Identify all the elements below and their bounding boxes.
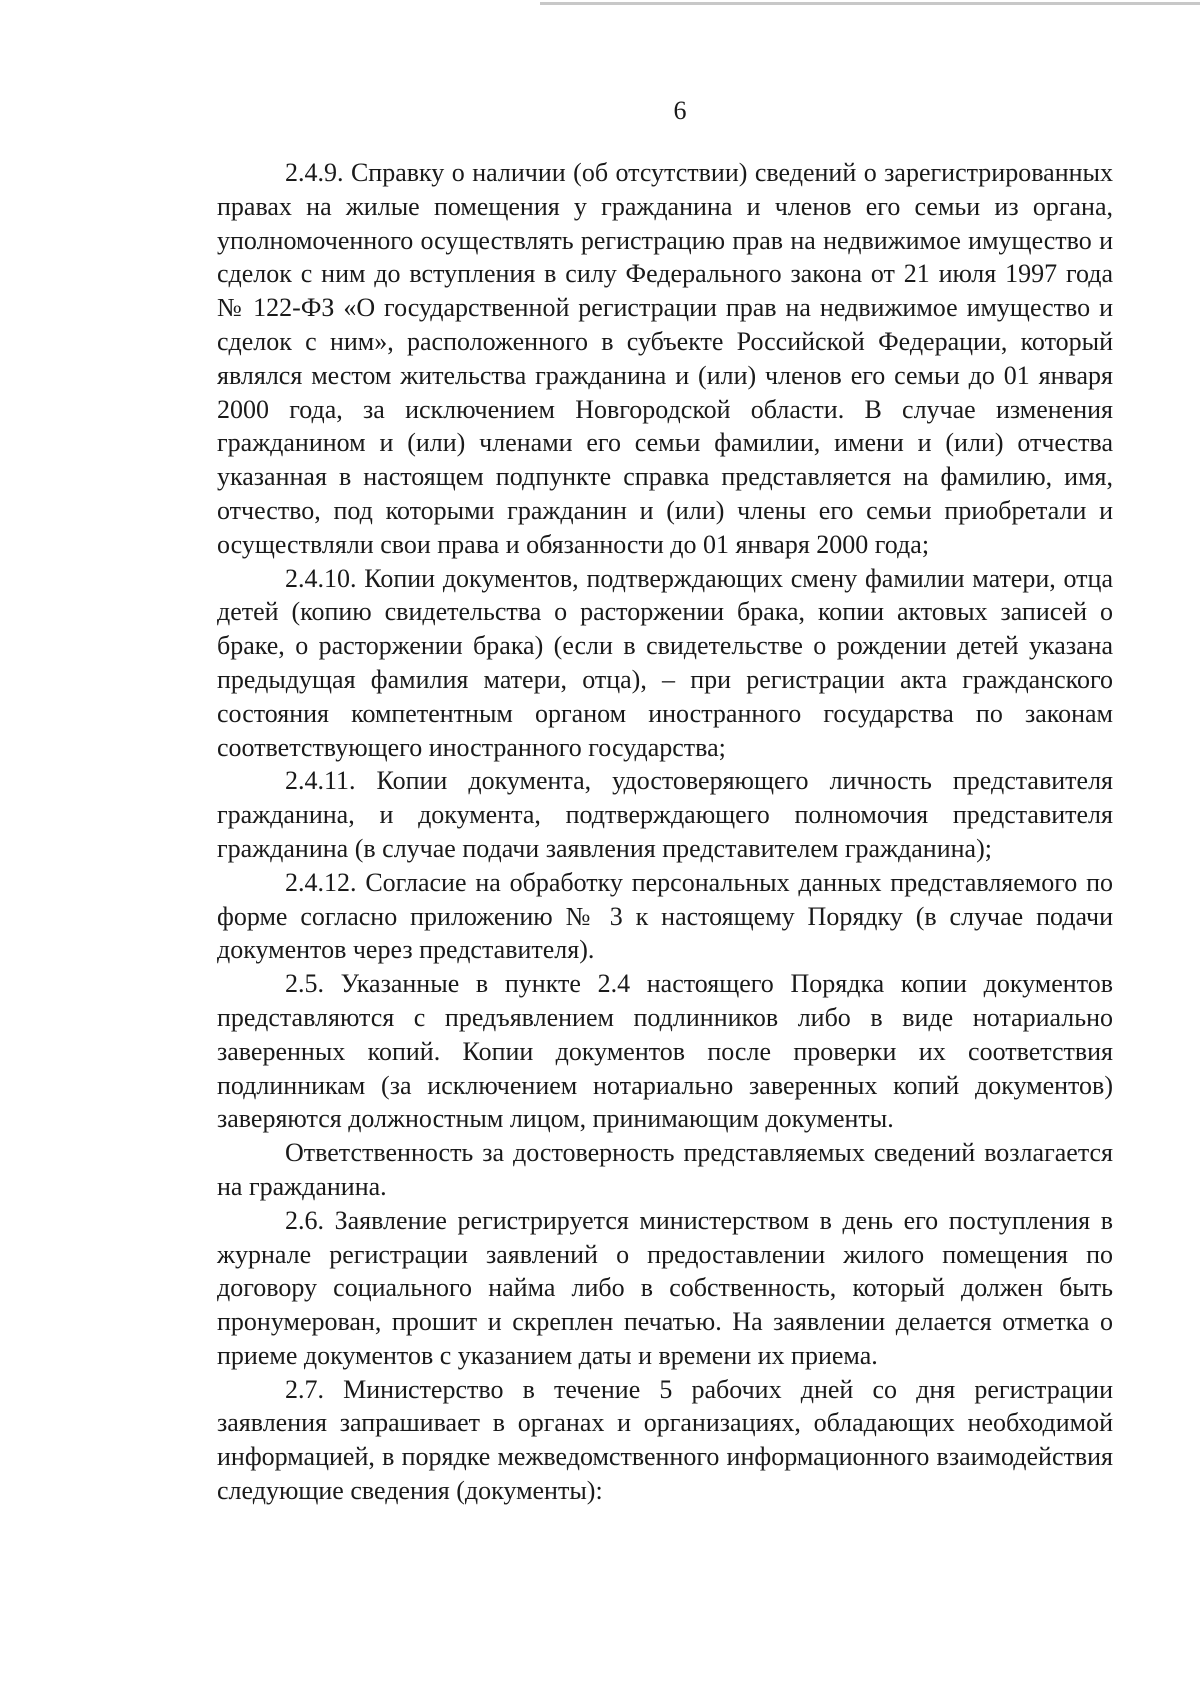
scan-edge-line (540, 2, 1200, 5)
page-number: 6 (673, 96, 687, 125)
paragraph-2-4-9: 2.4.9. Справку о наличии (об отсутствии) сведений о зарегистрированных правах на жилые помещения у гражданина и членов его семьи из органа, уполномоченного осуществлять регистрацию прав на недвижимое имущество и сделок с ним до вступления в силу Федерального закона от 21 июля 1997 года № 122-ФЗ «О государственной регистрации прав на недвижимое имущество и сделок с ним», расположенного в субъекте Российской Федерации, который являлся местом жительства гражданина и (или) членов его семьи до 01 января 2000 года, за исключением Новгородской области. В случае изменения гражданином и (или) членами его семьи фамилии, имени и (или) отчества указанная в настоящем подпункте справка представляется на фамилию, имя, отчество, под которыми гражданин и (или) члены его семьи приобретали и осуществляли свои права и обязанности до 01 января 2000 года; (217, 158, 1113, 559)
paragraph-responsibility: Ответственность за достоверность представляемых сведений возлагается на гражданина. (217, 1138, 1113, 1201)
paragraph-2-4-10: 2.4.10. Копии документов, подтверждающих смену фамилии матери, отца детей (копию свидетельства о расторжении брака, копии актовых записей о браке, о расторжении брака) (если в свидетельстве о рождении детей указана предыдущая фамилия матери, отца), – при регистрации акта гражданского состояния компетентным органом иностранного государства по законам соответствующего иностранного государства; (217, 563, 1113, 762)
paragraph-2-7: 2.7. Министерство в течение 5 рабочих дней со дня регистрации заявления запрашивает в органах и организациях, обладающих необходимой информацией, в порядке межведомственного информационного взаимодействия следующие сведения (документы): (217, 1374, 1113, 1506)
paragraph-2-6: 2.6. Заявление регистрируется министерством в день его поступления в журнале регистрации заявлений о предоставлении жилого помещения по договору социального найма либо в собственность, который должен быть пронумерован, прошит и скреплен печатью. На заявлении делается отметка о приеме документов с указанием даты и времени их приема. (217, 1205, 1113, 1370)
paragraph-2-4-12: 2.4.12. Согласие на обработку персональных данных представляемого по форме согласно приложению № 3 к настоящему Порядку (в случае подачи документов через представителя). (217, 867, 1113, 965)
document-page (217, 96, 1113, 1508)
paragraph-2-5: 2.5. Указанные в пункте 2.4 настоящего Порядка копии документов представляются с предъявлением подлинников либо в виде нотариально заверенных копий. Копии документов после проверки их соответствия подлинникам (за исключением нотариально заверенных копий документов) заверяются должностным лицом, принимающим документы. (217, 969, 1113, 1134)
paragraph-2-4-11: 2.4.11. Копии документа, удостоверяющего личность представителя гражданина, и документа, подтверждающего полномочия представителя гражданина (в случае подачи заявления представителем гражданина); (217, 766, 1113, 863)
